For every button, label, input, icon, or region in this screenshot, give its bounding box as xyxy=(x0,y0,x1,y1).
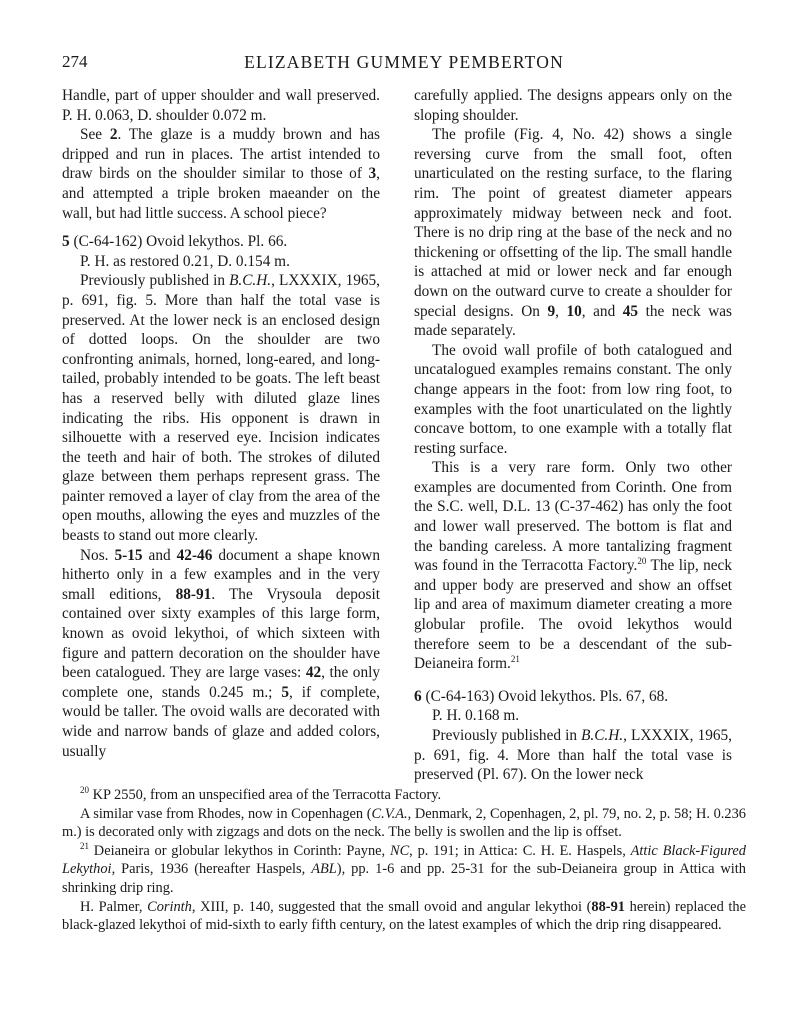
paragraph: The profile (Fig. 4, No. 42) shows a single reversing curve from the small foot, often unarticulated on the resting surface, to the flaring rim. The point of greatest diameter appears approximately midway between neck and foot. There is no drip ring at the base of the neck and no thickening or offsetting of the lip. The small handle is attached at mid or lower neck and far enough down on the outward curve to create a shoulder for special designs. On 9, 10, and 45 the neck was made separately. xyxy=(414,126,732,340)
paragraph: Handle, part of upper shoulder and wall preserved. P. H. 0.063, D. shoulder 0.072 m. xyxy=(62,87,380,124)
entry-number: 6 xyxy=(414,687,422,705)
running-header xyxy=(62,52,746,76)
catalogue-entry-heading: 5 (C-64-162) Ovoid lekythos. Pl. 66. xyxy=(62,233,288,251)
entry-dimensions: P. H. as restored 0.21, D. 0.154 m. xyxy=(80,252,290,270)
paragraph: carefully applied. The designs appears only on the sloping shoulder. xyxy=(414,87,732,124)
footnote-21: $^{21}$ Deianeira or globular lekythos in Corinth: Payne, NC, p. 191; in Attica: C. H. E. Haspels, Attic Black-Figured Lekythoi, Paris, 1936 (hereafter Haspels, ABL), pp. 1-6 and pp. 25-31 for the sub-Deianeira group in Attica with shrinking drip ring. xyxy=(62,840,747,896)
left-column xyxy=(62,86,380,761)
footnote-ref[interactable]: 20 xyxy=(637,556,647,567)
paragraph: Nos. 5-15 and 42-46 document a shape known hitherto only in a few examples and in the very small editions, 88-91. The Vrysoula deposit contained over sixty examples of this large form, known as ovoid lekythoi, of which sixteen with figure and pattern decoration on the shoulder have been catalogued. They are large vases: 42, the only complete one, stands 0.245 m.; 5, if complete, would be taller. The ovoid walls are decorated with wide and narrow bands of glaze and added colors, usually xyxy=(62,546,381,760)
paragraph: This is a very rare form. Only two other examples are documented from Corinth. One from the S.C. well, D.L. 13 (C-37-462) has only the foot and lower wall preserved. The bottom is flat and the banding careless. A more tantalizing fragment was found in the Terracotta Factory.$^{20}$ The lip, neck and upper body are preserved and show an offset lip and area of maximum diameter creating a more globular profile. The ovoid lekythos would therefore seem to be a descendant of the sub-Deianeira form.$^{21}$ xyxy=(414,459,732,673)
footnote-21-continued: H. Palmer, Corinth, XIII, p. 140, suggested that the small ovoid and angular lekythoi (88-91 herein) replaced the black-glazed lekythoi of mid-sixth to early fifth century, on the latest examples of which the drip ring disappeared. xyxy=(62,898,747,934)
footnote-20: $^{20}$ KP 2550, from an unspecified area of the Terracotta Factory. xyxy=(80,785,442,803)
entry-dimensions: P. H. 0.168 m. xyxy=(432,707,520,725)
catalogue-entry-heading: 6 (C-64-163) Ovoid lekythos. Pls. 67, 68. xyxy=(414,687,669,705)
paragraph: Previously published in B.C.H., LXXXIX, 1965, p. 691, fig. 5. More than half the total vase is preserved. At the lower neck is an enclosed design of dotted loops. On the shoulder are two confronting animals, horned, long-eared, and long-tailed, probably intended to be goats. The left beast has a reserved belly with diluted glaze lines indicating the ribs. His opponent is drawn in silhouette with a reserved eye. Incision indicates the teeth and hair of both. The strokes of diluted glaze between them perhaps represent grass. The painter removed a layer of clay from the area of the open mouths, allowing the eyes and muzzles of the beasts to stand out more clearly. xyxy=(62,272,380,545)
page-number: 274 xyxy=(62,52,88,71)
right-column xyxy=(414,86,732,785)
paragraph: See 2. The glaze is a muddy brown and has dripped and run in places. The artist intended to draw birds on the shoulder similar to those of 3, and attempted a triple broken maeander on the wall, but had little success. A school piece? xyxy=(62,126,380,222)
paragraph: The ovoid wall profile of both catalogued and uncatalogued examples remains constant. The only change appears in the foot: from low ring foot, to examples with the foot unarticulated on the lightly concave bottom, to one example with a totally flat resting surface. xyxy=(414,341,732,457)
running-title: ELIZABETH GUMMEY PEMBERTON xyxy=(244,52,564,72)
entry-number: 5 xyxy=(62,233,70,251)
footnotes xyxy=(62,786,746,935)
paragraph: Previously published in B.C.H., LXXXIX, 1965, p. 691, fig. 4. More than half the total vase is preserved (Pl. 67). On the lower neck xyxy=(414,727,732,784)
footnote-ref[interactable]: 21 xyxy=(510,654,520,665)
footnote-20-continued: A similar vase from Rhodes, now in Copenhagen (C.V.A., Denmark, 2, Copenhagen, 2, pl. 79, no. 2, p. 58; H. 0.236 m.) is decorated only with zigzags and dots on the neck. The belly is swollen and the lip is offset. xyxy=(62,805,746,841)
